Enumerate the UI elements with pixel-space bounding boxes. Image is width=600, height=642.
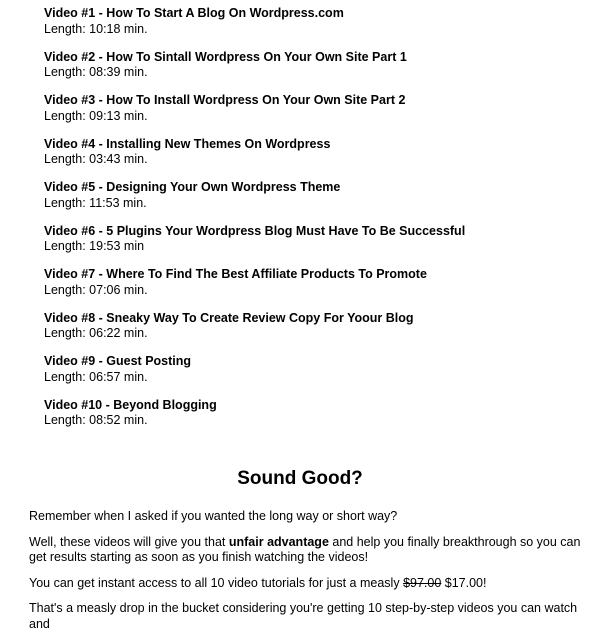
video-length: Length: 06:22 min. — [44, 326, 148, 340]
video-list — [44, 6, 584, 441]
video-length: Length: 08:52 min. — [44, 413, 148, 427]
sound-good-headline: Sound Good? — [237, 468, 363, 489]
video-title: Video #6 - 5 Plugins Your Wordpress Blog Must Have To Be Successful — [44, 223, 466, 238]
video-item-2 — [44, 50, 584, 81]
video-title: Video #5 - Designing Your Own Wordpress Theme — [44, 180, 341, 194]
video-length: Length: 08:39 min. — [44, 65, 148, 79]
video-title: Video #4 - Installing New Themes On Wordpress — [44, 136, 331, 151]
video-item-5 — [44, 180, 584, 211]
video-item-1 — [44, 6, 584, 37]
video-item-6 — [44, 224, 584, 255]
video-length: Length: 19:53 min — [44, 239, 145, 253]
video-length: Length: 06:57 min. — [44, 369, 148, 384]
video-length: Length: 09:13 min. — [44, 108, 148, 123]
video-item-7 — [44, 267, 584, 298]
video-title: Video #10 - Beyond Blogging — [44, 397, 217, 412]
video-item-4 — [44, 137, 584, 168]
video-title: Video #9 - Guest Posting — [44, 354, 192, 368]
paragraph-long-way: Remember when I asked if you wanted the long way or short way? — [29, 509, 398, 523]
video-title: Video #3 - How To Install Wordpress On Your Own Site Part 2 — [44, 93, 406, 107]
video-title: Video #2 - How To Sintall Wordpress On Your Own Site Part 1 — [44, 49, 407, 64]
video-title: Video #7 - Where To Find The Best Affiliate Products To Promote — [44, 267, 427, 281]
paragraph-unfair-advantage — [29, 535, 585, 566]
video-length: Length: 03:43 min. — [44, 152, 148, 166]
paragraph-text: Well, these videos will give you that — [29, 534, 229, 549]
unfair-advantage-emphasis: unfair advantage — [228, 534, 329, 549]
new-price: $17.00! — [444, 575, 487, 590]
paragraph-text: and help you finally breakthrough so you can get results starting as soon as you finish watching the videos! — [29, 534, 581, 564]
old-price: $97.00 — [403, 575, 442, 590]
video-item-8 — [44, 311, 584, 342]
video-length: Length: 07:06 min. — [44, 282, 148, 297]
paragraph-text: You can get instant access to all 10 video tutorials for just a measly — [29, 575, 404, 590]
video-item-3 — [44, 93, 584, 124]
paragraph-price — [29, 576, 585, 592]
video-title: Video #1 - How To Start A Blog On Wordpress.com — [44, 6, 344, 20]
sales-copy — [29, 509, 585, 642]
paragraph-measly-drop: That's a measly drop in the bucket considering you're getting 10 step-by-step videos you can watch and — [29, 601, 578, 631]
video-length: Length: 11:53 min. — [44, 195, 147, 210]
video-item-10 — [44, 398, 584, 429]
video-item-9 — [44, 354, 584, 385]
video-title: Video #8 - Sneaky Way To Create Review Copy For Yoour Blog — [44, 310, 414, 325]
video-length: Length: 10:18 min. — [44, 21, 148, 36]
